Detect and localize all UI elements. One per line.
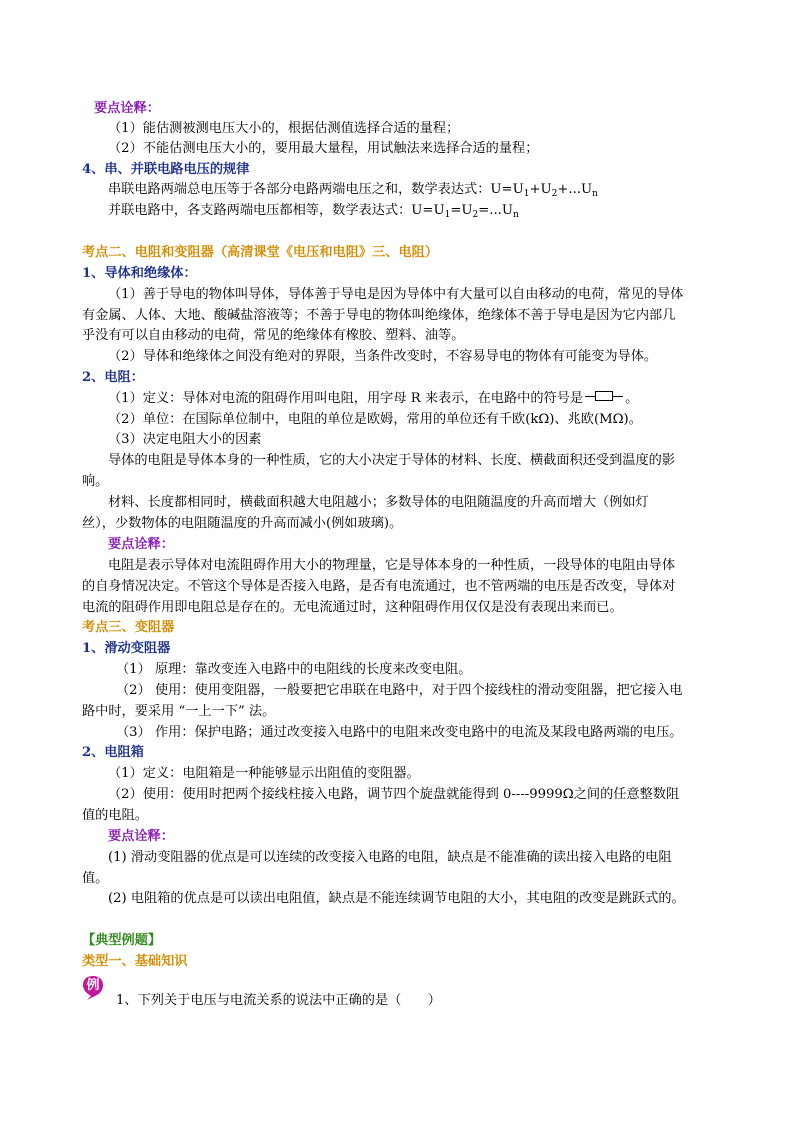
- paragraph-line: （3） 作用：保护电路；通过改变接入电路中的电阻来改变电路中的电流及某段电路两端的电压。: [116, 725, 683, 740]
- example-badge-label: 例: [86, 978, 100, 993]
- example-badge-icon: [82, 975, 104, 1001]
- paragraph-line: （2）导体和绝缘体之间没有绝对的界限，当条件改变时，不容易导电的物体有可能变为导体。: [108, 349, 658, 364]
- paragraph-line: 有金属、人体、大地、酸碱盐溶液等；不善于导电的物体叫绝缘体，绝缘体不善于导电是因为它内部几: [82, 308, 676, 323]
- section-heading: 1、导体和绝缘体：: [82, 266, 197, 281]
- paragraph-line: 路中时，要采用 “一上一下” 法。: [82, 704, 276, 719]
- paragraph-line: 乎没有可以自由移动的电荷，常见的绝缘体有橡胶、塑料、油等。: [82, 328, 465, 343]
- paragraph-line: 响。: [82, 474, 109, 489]
- paragraph-line: （1） 原理：靠改变连入电路中的电阻线的长度来改变电阻。: [116, 662, 472, 677]
- paragraph-line: (1) 滑动变阻器的优点是可以连续的改变接入电路的电阻，缺点是不能准确的读出接入电路的电阻: [108, 850, 672, 865]
- parallel-rule: 并联电路中，各支路两端电压都相等，数学表达式：$U=U_1=U_2=...U_n$: [108, 203, 519, 220]
- question-line: 1、下列关于电压与电流关系的说法中正确的是（ ）: [116, 993, 441, 1008]
- note-line: （1）能估测被测电压大小的，根据估测值选择合适的量程；: [108, 121, 460, 136]
- paragraph-line: 导体的电阻是导体本身的一种性质，它的大小决定于导体的材料、长度、横截面积还受到温度的影: [108, 453, 676, 468]
- paragraph-line: (2) 电阻箱的优点是可以读出电阻值，缺点是不能连续调节电阻的大小，其电阻的改变是跳跃式的。: [108, 891, 685, 906]
- paragraph-line: 电阻是表示导体对电流阻碍作用大小的物理量，它是导体本身的一种性质，一段导体的电阻由导体: [108, 558, 676, 573]
- paragraph-line: 的自身情况决定。不管这个导体是否接入电路，是否有电流通过，也不管两端的电压是否改变，导体对: [82, 579, 676, 594]
- type-heading: 类型一、基础知识: [82, 954, 188, 969]
- paragraph-line: （1）善于导电的物体叫导体，导体善于导电是因为导体中有大量可以自由移动的电荷，常见的导体: [108, 287, 684, 302]
- paragraph-line: 丝），少数物体的电阻随温度的升高而减小(例如玻璃)。: [82, 516, 403, 531]
- unit-line: （2）单位：在国际单位制中，电阻的单位是欧姆，常用的单位还有千欧(kΩ)、兆欧(MΩ)。: [108, 412, 642, 427]
- resistor-symbol-icon: [585, 391, 623, 403]
- section-heading: 1、滑动变阻器: [82, 641, 171, 656]
- topic-title: 考点二、电阻和变阻器（高清课堂《电压和电阻》三、电阻）: [82, 245, 439, 260]
- note-heading: 要点诠释：: [94, 101, 160, 116]
- note-line: （2）不能估测电压大小的，要用最大量程，用试触法来选择合适的量程；: [108, 141, 539, 156]
- section-heading: 4、串、并联电路电压的规律: [82, 162, 250, 177]
- paragraph-line: （2）使用：使用时把两个接线柱接入电路，调节四个旋盘就能得到 0----9999Ω之间的任意整数阻: [108, 787, 680, 802]
- note-heading: 要点诠释：: [108, 829, 174, 844]
- paragraph-line: 值的电阻。: [82, 808, 148, 823]
- factor-line: （3）决定电阻大小的因素: [108, 432, 262, 447]
- definition-line: （1）定义：导体对电流的阻碍作用叫电阻，用字母 R 来表示，在电路中的符号是 。: [108, 391, 639, 406]
- topic-title: 考点三、变阻器: [82, 620, 175, 635]
- paragraph-line: （2） 使用：使用变阻器，一般要把它串联在电路中，对于四个接线柱的滑动变阻器，把它接入电: [116, 683, 683, 698]
- paragraph-line: 电流的阻碍作用即电阻总是存在的。无电流通过时，这种阻碍作用仅仅是没有表现出来而已。: [82, 600, 623, 615]
- series-rule: 串联电路两端总电压等于各部分电路两端电压之和，数学表达式：$U=U_1+U_2+...U_n$: [108, 182, 598, 199]
- note-heading: 要点诠释：: [108, 537, 174, 552]
- examples-heading: 【典型例题】: [82, 933, 162, 948]
- section-heading: 2、电阻箱: [82, 745, 144, 760]
- paragraph-line: （1）定义：电阻箱是一种能够显示出阻值的变阻器。: [108, 766, 420, 781]
- section-heading: 2、电阻：: [82, 370, 144, 385]
- paragraph-line: 材料、长度都相同时，横截面积越大电阻越小；多数导体的电阻随温度的升高而增大（例如灯: [108, 495, 649, 510]
- paragraph-line: 值。: [82, 871, 109, 886]
